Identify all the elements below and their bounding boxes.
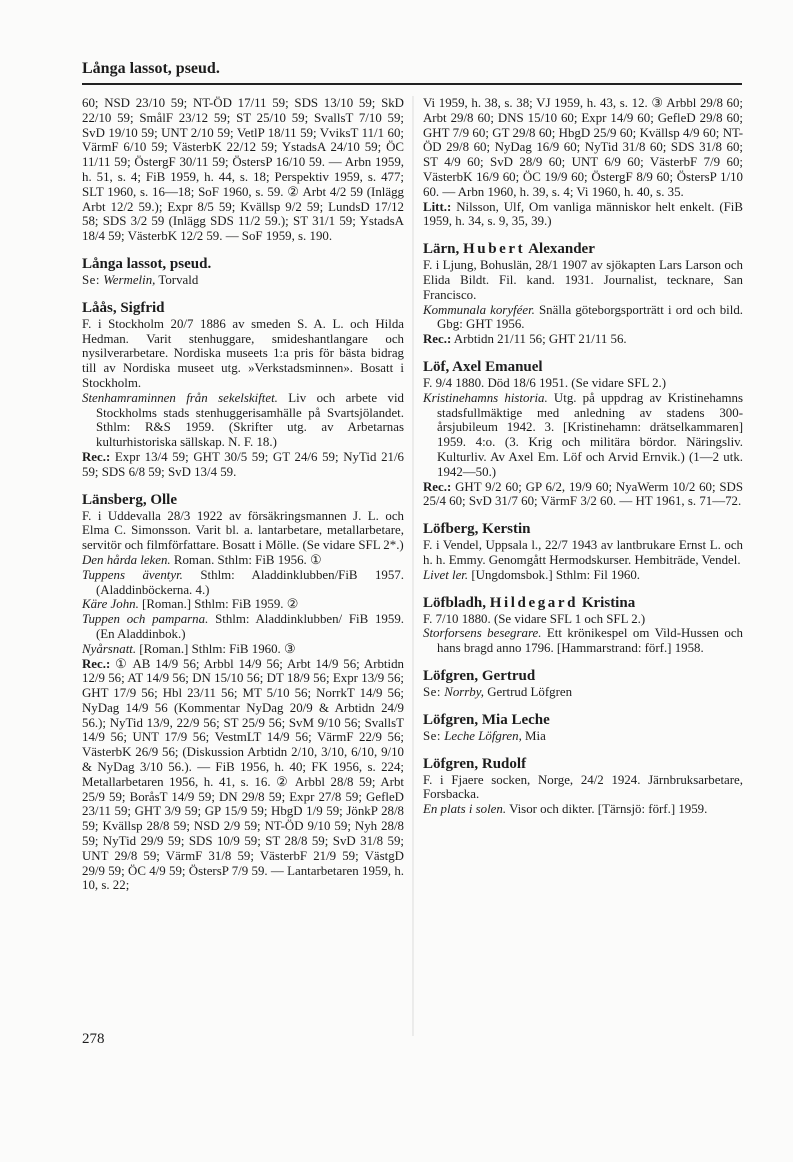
reviews	[423, 480, 743, 510]
work-item	[82, 568, 404, 598]
work-title: Storforsens besegrare.	[423, 626, 542, 641]
literature-label: Litt.:	[423, 199, 452, 214]
work-title: Nyårsnatt.	[82, 641, 137, 656]
reviews-text: ① AB 14/9 56; Arbbl 14/9 56; Arbt 14/9 56; Arbtidn 12/9 56; AT 14/9 56; DN 15/10 56; DT 18/9 56; Expr 13/9 56; GHT 17/9 56; Hbl 23/11 56; MT 5/10 56; NorrkT 14/9 56; NyDag 14/9 56 (Kommentar NyDag 20/9 & Arbtidn 24/9 56.); NyTid 13/9, 22/9 56; ST 25/9 56; SvM 9/10 56; SvallsT 14/9 56; UNT 17/9 56; VestmLT 14/9 56; VärmF 22/9 56; VästerbK 26/9 56; (Diskussion Arbtidn 2/10, 3/10, 6/10, 9/10 & NyDag 3/10 56.). — FiB 1956, h. 40; FK 1956, s. 224; Metallarbetaren 1956, h. 41, s. 16. ② Arbbl 28/8 59; Arbt 25/9 59; BoråsT 14/9 59; DN 29/8 59; Expr 27/8 59; GefleD 23/11 59; GHT 3/9 59; GP 15/9 59; HbgD 1/9 59; JönkP 28/8 59; Kvällsp 28/8 59; NSD 2/9 59; NT-ÖD 9/10 59; Nyh 28/8 59; NyTid 29/9 59; SDS 10/9 59; ST 28/8 59; SvD 31/8 59; UNT 29/8 59; VärmF 31/8 59; VästerbF 21/9 59; VästgD 29/9 59; ÖC 4/9 59; ÖstersP 7/9 59. — Lantarbetaren 1959, h. 10, s. 22;	[82, 656, 404, 893]
work-details: [Roman.] Sthlm: FiB 1959. ②	[138, 597, 299, 612]
work-details: Sthlm: Aladdinklubben/ FiB 1959. (En Aladdinbok.)	[96, 612, 404, 641]
work-details: Utg. på uppdrag av Kristinehamns stadsfullmäktige med anledning av stadens 300-årsjubileum 1942. 3. [Kristinehamn: drätselkammaren] 1959. 4:o. (3. Krig och militära bördor. Näringsliv. Kulturliv. Av Axel Em. Löf och Arvid Ernvik.) (1—2 utk. 1942—50.)	[437, 390, 743, 479]
reviews-text: Arbtidn 21/11 56; GHT 21/11 56.	[451, 332, 627, 347]
entry-lofgren-gertrud	[423, 667, 743, 700]
reviews-label: Rec.:	[82, 656, 111, 671]
name-part: Lärn,	[423, 241, 464, 258]
reviews	[82, 450, 404, 480]
continuation-text: Vi 1959, h. 38, s. 38; VJ 1959, h. 43, s. 12. ③ Arbbl 29/8 60; Arbt 29/8 60; DNS 15/10 60; Expr 14/9 60; GefleD 29/8 60; GHT 7/9 60; GT 29/8 60; HbgD 25/9 60; Kvällsp 4/9 60; NT-ÖD 29/8 60; NyDag 16/9 60; NyTid 31/8 60; SDS 31/8 60; ST 4/9 60; SvD 28/9 60; UNT 6/9 60; VästerbF 7/9 60; VästerbK 16/9 60; ÖC 19/9 60; ÖstergF 8/9 60; ÖstersP 1/10 60. — Arbn 1960, h. 39, s. 4; Vi 1960, h. 40, s. 35.	[423, 96, 743, 199]
work-item	[82, 391, 404, 450]
see-reference	[423, 729, 743, 744]
work-item	[82, 553, 404, 568]
see-label: Se:	[82, 272, 100, 287]
work-title: Tuppens äventyr.	[82, 567, 183, 582]
work-details: Ett krönikespel om Vild-Hussen och hans bragd anno 1796. [Hammarstrand: förf.] 1958.	[437, 626, 743, 656]
work-details: Snälla göteborgsporträtt i ord och bild. Gbg: GHT 1956.	[437, 302, 743, 332]
entry-name: Löfgren, Mia Leche	[423, 711, 550, 728]
see-target: Wermelin,	[103, 272, 156, 287]
continuation-entry	[423, 96, 743, 229]
work-title: Den hårda leken.	[82, 552, 171, 567]
reviews-text: Expr 13/4 59; GHT 30/5 59; GT 24/6 59; NyTid 21/6 59; SDS 6/8 59; SvD 13/4 59.	[82, 449, 404, 479]
literature-text: Nilsson, Ulf, Om vanliga människor helt enkelt. (FiB 1959, h. 34, s. 9, 35, 39.)	[423, 199, 743, 229]
reviews-label: Rec.:	[423, 332, 452, 347]
entry-bio: F. 9/4 1880. Död 18/6 1951. (Se vidare SFL 2.)	[423, 375, 667, 390]
name-part: Alexander	[525, 241, 595, 258]
gutter-shadow	[412, 96, 414, 1036]
entry-bio: F. i Fjaere socken, Norge, 24/2 1924. Järnbruksarbetare, Forsbacka.	[423, 772, 743, 802]
header-rule	[82, 83, 742, 85]
entry-name: Löfgren, Rudolf	[423, 755, 527, 772]
see-reference	[82, 273, 404, 288]
work-title: Tuppen och pamparna.	[82, 612, 209, 627]
see-label: Se:	[423, 728, 441, 743]
see-rest: Torvald	[155, 272, 199, 287]
reviews-text: GHT 9/2 60; GP 6/2, 19/9 60; NyaWerm 10/2 60; SDS 25/4 60; SvD 31/7 60; VärmF 3/2 60. — HT 1961, s. 71—72.	[423, 479, 743, 509]
entry-name: Löfberg, Kerstin	[423, 521, 531, 538]
entry-name: Länsberg, Olle	[82, 491, 178, 508]
entry-name: Löfgren, Gertrud	[423, 667, 536, 684]
entry-name: Låås, Sigfrid	[82, 299, 165, 316]
reviews	[82, 657, 404, 894]
see-reference	[423, 685, 743, 700]
name-spaced: Hubert	[463, 241, 526, 258]
entry-lofgren-rudolf	[423, 755, 743, 817]
work-details: Sthlm: Aladdinklubben/FiB 1957. (Aladdinböckerna. 4.)	[96, 567, 404, 597]
right-column	[423, 96, 743, 828]
literature	[423, 200, 743, 230]
entry-lof-axel	[423, 358, 743, 509]
entry-laas-sigfrid	[82, 299, 404, 480]
name-part: Löfbladh,	[423, 594, 490, 611]
page-number: 278	[82, 1031, 105, 1047]
see-target: Norrby,	[444, 684, 484, 699]
entry-name	[423, 594, 743, 612]
work-details: [Ungdomsbok.] Sthlm: Fil 1960.	[468, 567, 641, 582]
name-spaced: Hildegard	[489, 594, 579, 611]
entry-bio: F. i Uddevalla 28/3 1922 av försäkringsmannen J. L. och Elma C. Simonsson. Varit bl. a. lantarbetare, metallarbetare, servitör och filmförfattare. Bosatt i Mölle. (Se vidare SFL 2*.)	[82, 508, 404, 553]
work-item	[423, 802, 743, 817]
work-item	[423, 568, 743, 583]
work-item	[423, 626, 743, 656]
work-details: [Roman.] Sthlm: FiB 1960. ③	[136, 641, 296, 656]
name-part: Kristina	[578, 594, 636, 611]
work-title: Stenhamraminnen från sekelskiftet.	[82, 390, 278, 405]
work-title: En plats i solen.	[423, 802, 507, 817]
entry-name	[423, 240, 743, 258]
entry-bio: F. 7/10 1880. (Se vidare SFL 1 och SFL 2.)	[423, 611, 646, 626]
work-item	[423, 391, 743, 480]
reviews-label: Rec.:	[423, 479, 452, 494]
see-rest: Mia	[521, 728, 546, 743]
work-title: Käre John.	[82, 597, 139, 612]
entry-name: Löf, Axel Emanuel	[423, 358, 543, 375]
work-details: Roman. Sthlm: FiB 1956. ①	[170, 552, 322, 567]
reviews	[423, 332, 743, 347]
entry-lofgren-mia	[423, 711, 743, 744]
entry-bio: F. i Vendel, Uppsala l., 22/7 1943 av lantbrukare Ernst L. och h. h. Emmy. Genomgått Hermodskurser. Hembiträde, Vendel.	[423, 538, 743, 567]
entry-lansberg-olle	[82, 491, 404, 894]
entry-bio: F. i Ljung, Bohuslän, 28/1 1907 av sjökapten Lars Larson och Elida Bildt. Fil. kand. 1931. Journalist, tecknare, San Francisco.	[423, 258, 743, 302]
entry-larn-hubert	[423, 240, 743, 347]
see-label: Se:	[423, 684, 441, 699]
continuation-text: 60; NSD 23/10 59; NT-ÖD 17/11 59; SDS 13/10 59; SkD 22/10 59; SmålF 23/12 59; ST 25/10 59; SvallsT 7/10 59; SvD 19/10 59; UNT 2/10 59; VetlP 18/11 59; VviksT 11/1 60; VärmF 6/10 59; VästerbK 22/12 59; YstadsA 24/10 59; ÖC 11/11 59; ÖstergF 30/11 59; ÖstersP 16/10 59. — Arbn 1959, h. 51, s. 4; FiB 1959, h. 44, s. 18; Perspektiv 1959, s. 477; SLT 1960, s. 16—18; SoF 1960, s. 59. ② Arbt 4/2 59 (Inlägg Arbt 12/2 59.); Expr 8/5 59; Kvällsp 9/2 59; LundsD 17/12 58; SDS 3/2 59 (Inlägg SDS 11/2 59.); ST 31/1 59; YstadsA 18/4 59; VästerbK 12/2 59. — SoF 1959, s. 190.	[82, 96, 404, 244]
work-details: Liv och arbete vid Stockholms stads stenhuggerisamhälle på Svartsjölandet. Sthlm: R&S 1959. (Skrifter utg. av Arbetarnas kulturhistoriska sällskap. N. F. 18.)	[96, 390, 404, 450]
work-title: Kristinehamns historia.	[423, 390, 548, 405]
entry-bio: F. i Stockholm 20/7 1886 av smeden S. A. L. och Hilda Hedman. Varit stenhuggare, smideshantlangare och nysilverarbetare. Nordiska museets 1:a pris för bästa bidrag till av Nordiska museet utg. »Verkstadsminnen». Bosatt i Stockholm.	[82, 316, 404, 390]
see-target: Leche Löfgren,	[444, 728, 522, 743]
work-item	[423, 303, 743, 333]
left-column	[82, 96, 404, 904]
entry-lofberg-kerstin	[423, 520, 743, 582]
work-details: Visor och dikter. [Tärnsjö: förf.] 1959.	[506, 802, 708, 817]
entry-name: Långa lassot, pseud.	[82, 255, 212, 272]
work-title: Kommunala koryféer.	[423, 302, 535, 317]
continuation-entry	[82, 96, 404, 244]
see-rest: Gertrud Löfgren	[483, 684, 573, 699]
entry-lofbladh-hildegard	[423, 594, 743, 656]
work-item	[82, 612, 404, 642]
running-header: Långa lassot, pseud.	[82, 60, 220, 77]
work-item	[82, 597, 404, 612]
work-title: Livet ler.	[423, 567, 469, 582]
entry-langa-lassot	[82, 255, 404, 288]
reviews-label: Rec.:	[82, 449, 111, 464]
work-item	[82, 642, 404, 657]
